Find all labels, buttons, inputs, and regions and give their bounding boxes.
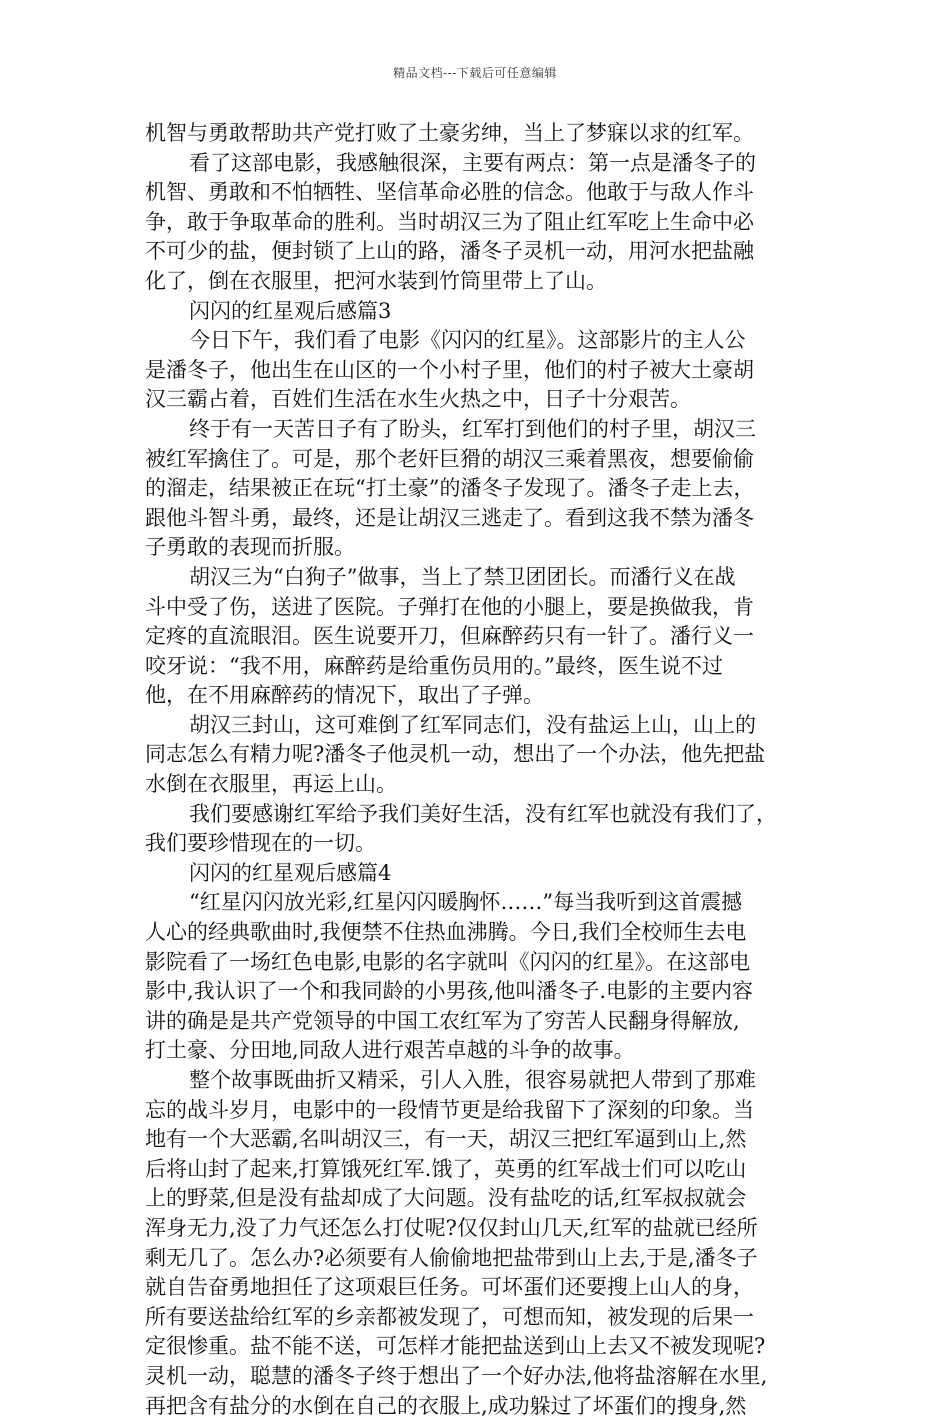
text-line: 上的野菜,但是没有盐却成了大问题。没有盐吃的话,红军叔叔就会 — [145, 1186, 747, 1211]
text-line: 人心的经典歌曲时,我便禁不住热血沸腾。今日,我们全校师生去电 — [145, 920, 747, 945]
text-line: 我们要感谢红军给予我们美好生活，没有红军也就没有我们了， — [189, 801, 777, 826]
text-line: 剩无几了。怎么办?必须要有人偷偷地把盐带到山上去,于是,潘冬子 — [145, 1245, 758, 1270]
text-line: 同志怎么有精力呢?潘冬子他灵机一动，想出了一个办法，他先把盐 — [145, 742, 766, 767]
text-line: 影院看了一场红色电影,电影的名字就叫《闪闪的红星》。在这部电 — [145, 949, 751, 974]
text-line: 讲的确是是共产党领导的中国工农红军为了穷苦人民翻身得解放, — [145, 1008, 740, 1033]
text-line: 不可少的盐，便封锁了上山的路，潘冬子灵机一动，用河水把盐融 — [145, 239, 754, 264]
text-line: 看了这部电影，我感触很深，主要有两点：第一点是潘冬子的 — [189, 150, 756, 175]
text-line: 汉三霸占着，百姓们生活在水生火热之中，日子十分艰苦。 — [145, 387, 691, 412]
text-line: 打土豪、分田地,同敌人进行艰苦卓越的斗争的故事。 — [145, 1038, 635, 1063]
text-line: 水倒在衣服里，再运上山。 — [145, 772, 397, 797]
text-line: 今日下午，我们看了电影《闪闪的红星》。这部影片的主人公 — [189, 328, 746, 353]
text-line: 再把含有盐分的水倒在自己的衣服上,成功躲过了坏蛋们的搜身,然 — [145, 1393, 747, 1418]
text-line: 我们要珍惜现在的一切。 — [145, 831, 376, 856]
text-line: 胡汉三封山，这可难倒了红军同志们，没有盐运上山，山上的 — [189, 712, 756, 737]
text-line: 胡汉三为“白狗子”做事，当上了禁卫团团长。而潘行义在战 — [189, 564, 736, 589]
text-line: “红星闪闪放光彩,红星闪闪暖胸怀……”每当我听到这首震撼 — [189, 890, 743, 915]
document-body — [145, 119, 821, 1421]
text-line: 终于有一天苦日子有了盼头，红军打到他们的村子里，胡汉三 — [189, 416, 756, 441]
text-line: 化了，倒在衣服里，把河水装到竹筒里带上了山。 — [145, 268, 607, 293]
text-line: 地有一个大恶霸,名叫胡汉三，有一天，胡汉三把红军逼到山上,然 — [145, 1127, 747, 1152]
section-heading: 闪闪的红星观后感篇4 — [189, 860, 392, 885]
text-line: 是潘冬子，他出生在山区的一个小村子里，他们的村子被大土豪胡 — [145, 357, 754, 382]
text-line: 争，敢于争取革命的胜利。当时胡汉三为了阻止红军吃上生命中必 — [145, 209, 754, 234]
text-line: 斗中受了伤，送进了医院。子弹打在他的小腿上，要是换做我，肯 — [145, 594, 754, 619]
text-line: 整个故事既曲折又精采，引人入胜，很容易就把人带到了那难 — [189, 1068, 756, 1092]
text-line: 定很惨重。盐不能不送，可怎样才能把盐送到山上去又不被发现呢? — [145, 1334, 766, 1359]
page-header: 精品文档---下载后可任意编辑 — [393, 66, 557, 80]
text-line: 后将山封了起来,打算饿死红军.饿了，英勇的红军战士们可以吃山 — [145, 1156, 747, 1181]
text-line: 机智、勇敢和不怕牺牲、坚信革命必胜的信念。他敢于与敌人作斗 — [145, 180, 754, 205]
text-line: 定疼的直流眼泪。医生说要开刀，但麻醉药只有一针了。潘行义一 — [145, 624, 754, 649]
text-line: 的溜走，结果被正在玩“打土豪”的潘冬子发现了。潘冬子走上去， — [145, 476, 755, 501]
text-line: 被红军擒住了。可是，那个老奸巨猾的胡汉三乘着黑夜，想要偷偷 — [145, 446, 754, 471]
text-line: 跟他斗智斗勇，最终，还是让胡汉三逃走了。看到这我不禁为潘冬 — [145, 505, 754, 530]
text-line: 咬牙说：“我不用，麻醉药是给重伤员用的。”最终，医生说不过 — [145, 653, 723, 678]
section-heading: 闪闪的红星观后感篇3 — [189, 298, 392, 323]
text-line: 忘的战斗岁月，电影中的一段情节更是给我留下了深刻的印象。当 — [145, 1097, 754, 1122]
text-line: 他，在不用麻醉药的情况下，取出了子弹。 — [145, 683, 544, 708]
text-line: 灵机一动，聪慧的潘冬子终于想出了一个好办法,他将盐溶解在水里, — [145, 1363, 768, 1388]
text-line: 浑身无力,没了力气还怎么打仗呢?仅仅封山几天,红军的盐就已经所 — [145, 1215, 758, 1240]
text-line: 所有要送盐给红军的乡亲都被发现了，可想而知，被发现的后果一 — [145, 1304, 754, 1329]
text-line: 就自告奋勇地担任了这项艰巨任务。可坏蛋们还要搜上山人的身， — [145, 1275, 754, 1300]
text-line: 子勇敢的表现而折服。 — [145, 535, 355, 560]
text-line: 影中,我认识了一个和我同龄的小男孩,他叫潘冬子.电影的主要内容 — [145, 979, 754, 1004]
text-line: 机智与勇敢帮助共产党打败了土豪劣绅，当上了梦寐以求的红军。 — [145, 121, 754, 145]
